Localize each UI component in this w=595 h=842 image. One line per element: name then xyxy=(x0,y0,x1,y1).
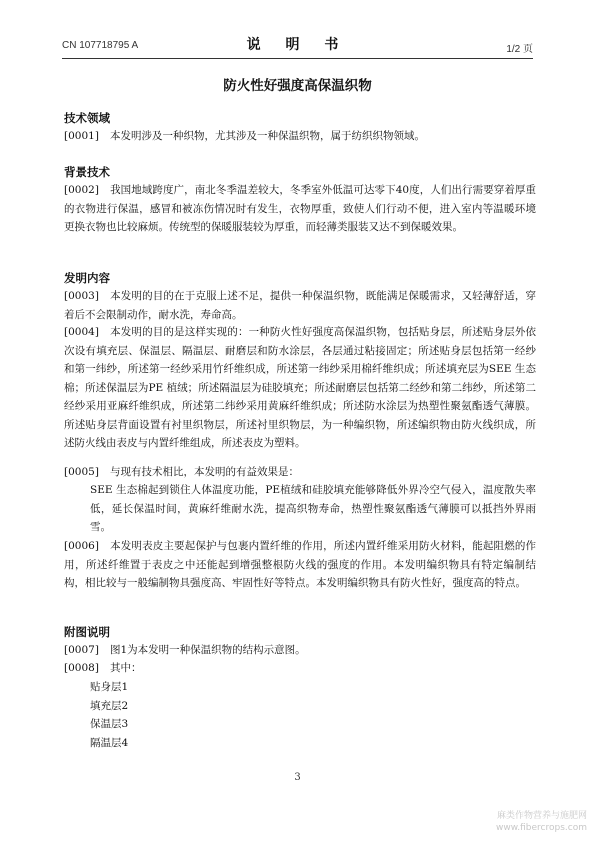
heading-background: 背景技术 xyxy=(64,165,110,179)
watermark-site-name: 麻类作物营养与施肥网 xyxy=(496,811,587,821)
parts-list xyxy=(90,678,128,752)
paragraph-number: [0003] xyxy=(64,290,99,302)
paragraph-text: 本发明涉及一种织物，尤其涉及一种保温织物，属于纺织织物领域。 xyxy=(110,130,425,142)
paragraph-number: [0006] xyxy=(64,540,99,552)
paragraph-0008 xyxy=(64,659,536,678)
paragraph-number: [0007] xyxy=(64,644,99,656)
paragraph-number: [0002] xyxy=(64,184,99,196)
heading-tech-field: 技术领域 xyxy=(64,111,110,125)
paragraph-0003 xyxy=(64,287,536,324)
paragraph-0006 xyxy=(64,537,536,593)
paragraph-0005 xyxy=(64,463,536,482)
paragraph-0007 xyxy=(64,641,536,660)
paragraph-number: [0005] xyxy=(64,466,99,478)
paragraph-text: 本发明的目的是这样实现的：一种防火性好强度高保温织物，包括贴身层，所述贴身层外依次设有填充层、保温层、隔温层、耐磨层和防水涂层，各层通过粘接固定；所述贴身层包括第一经纱和第一纬纱，所述第一经纱采用竹纤维织成，所述第一纬纱采用棉纤维织成；所述填充层为SEE 生态棉；所述保温层为PE 植绒；所述隔温层为硅胶填充；所述耐磨层包括第二经纱和第二纬纱，所述第二经纱采用亚麻纤维织成，所述第二纬纱采用黄麻纤维织成；所述防水涂层为热塑性聚氨酯透气薄膜。所述贴身层背面设置有衬里织物层，所述衬里织物层，为一种编织物，所述编织物由防火线织成，所述防火线由表皮与内置纤维组成，所述表皮为塑料。 xyxy=(64,326,536,449)
watermark xyxy=(496,810,587,834)
patent-number: CN 107718795 A xyxy=(62,40,139,51)
paragraph-text: 本发明的目的在于克服上述不足，提供一种保温织物，既能满足保暖需求，又轻薄舒适，穿着后不会限制动作，耐水洗，寿命高。 xyxy=(64,290,536,321)
watermark-url: www.fibercrops.com xyxy=(496,823,587,833)
list-item: 填充层2 xyxy=(90,699,129,712)
paragraph-0004 xyxy=(64,323,536,453)
heading-drawings: 附图说明 xyxy=(64,625,110,639)
paragraph-number: [0001] xyxy=(64,130,99,142)
heading-invention: 发明内容 xyxy=(64,271,110,285)
document-title: 防火性好强度高保温织物 xyxy=(223,78,372,94)
list-item: 保温层3 xyxy=(90,718,129,730)
page-number: 3 xyxy=(294,772,301,783)
paragraph-0001 xyxy=(64,127,536,146)
list-item: 隔温层4 xyxy=(90,736,129,749)
paragraph-text: 图1为本发明一种保温织物的结构示意图。 xyxy=(110,644,306,656)
paragraph-number: [0004] xyxy=(64,326,99,338)
page-indicator: 1/2 页 xyxy=(506,44,533,55)
paragraph-text: 本发明表皮主要起保护与包裹内置纤维的作用，所述内置纤维采用防火材料，能起阻燃的作用，所述纤维置于表皮之中还能起到增强整根防火线的强度的作用。本发明编织物具有特定编制结构，相比较与一般编制物具强度高、牢固性好等特点。本发明编织物具有防火性好，强度高的特点。 xyxy=(64,540,536,589)
list-item: 贴身层1 xyxy=(90,681,129,693)
page-header xyxy=(62,34,533,59)
paragraph-text: 与现有技术相比，本发明的有益效果是： xyxy=(110,466,299,478)
document-type: 说 明 书 xyxy=(246,37,349,53)
paragraph-0005-continued: SEE 生态棉起到锁住人体温度功能，PE植绒和硅胶填充能够降低外界冷空气侵入，温度散失率低，延长保温时间，黄麻纤维耐水洗，提高织物寿命，热塑性聚氨酯透气薄膜可以抵挡外界雨雪。 xyxy=(90,484,536,533)
paragraph-text: 我国地域跨度广，南北冬季温差较大，冬季室外低温可达零下40度，人们出行需要穿着厚重的衣物进行保温，感冒和被冻伤情况时有发生，衣物厚重，致使人们行动不便，进入室内等温暖环境更换衣物也比较麻烦。传统型的保暖服装较为厚重，而轻薄类服装又达不到保暖效果。 xyxy=(64,184,536,233)
paragraph-0002 xyxy=(64,181,536,237)
paragraph-number: [0008] xyxy=(64,662,99,674)
paragraph-text: 其中： xyxy=(110,662,142,674)
